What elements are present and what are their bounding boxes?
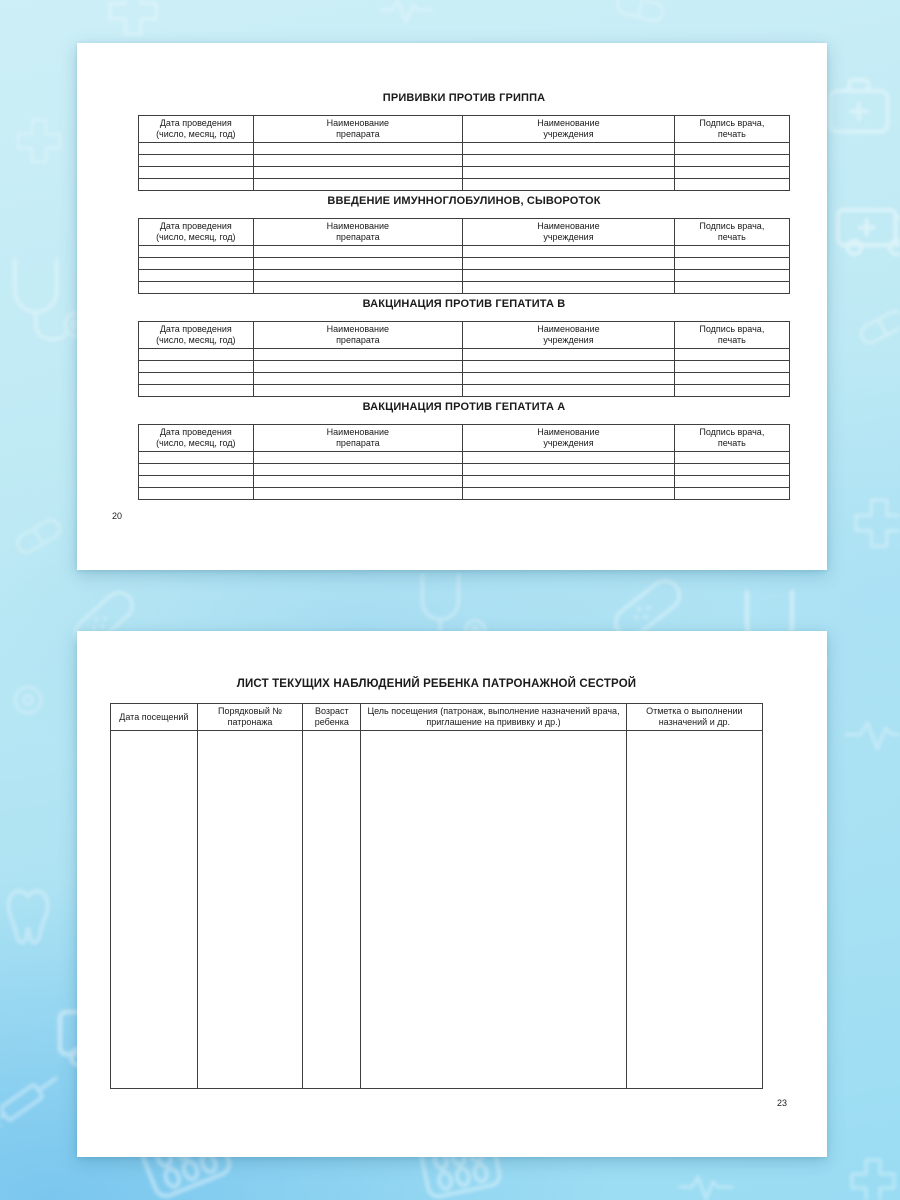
empty-row — [139, 155, 790, 167]
header-line: ребенка — [314, 717, 349, 727]
observation-table-wrap — [110, 703, 763, 1089]
empty-row — [139, 452, 790, 464]
empty-cell — [139, 143, 254, 155]
header-line: Подпись врача, — [699, 427, 765, 437]
header-line: Подпись врача, — [699, 118, 765, 128]
header-line: Наименование — [326, 118, 390, 128]
empty-cell — [463, 143, 675, 155]
header-line: учреждения — [543, 438, 594, 448]
empty-cell — [463, 464, 675, 476]
col-header-child-age — [303, 704, 361, 731]
header-line: Дата посещений — [119, 711, 189, 722]
empty-cell — [139, 476, 254, 488]
empty-cell — [463, 167, 675, 179]
col-header-doctor-signature — [674, 425, 789, 452]
empty-cell — [463, 452, 675, 464]
header-line: Наименование — [537, 221, 600, 231]
empty-row — [139, 246, 790, 258]
empty-cell — [674, 476, 789, 488]
col-header-visit-purpose — [361, 704, 626, 731]
empty-cell — [463, 361, 675, 373]
empty-row — [139, 258, 790, 270]
col-header-date — [139, 219, 254, 246]
empty-row — [139, 143, 790, 155]
col-header-drug-name — [253, 116, 463, 143]
empty-cell — [253, 361, 463, 373]
empty-cell — [674, 452, 789, 464]
empty-cell — [253, 167, 463, 179]
header-line: назначений и др. — [658, 717, 730, 727]
empty-cell — [139, 179, 254, 191]
header-line: (число, месяц, год) — [156, 232, 236, 242]
empty-cell — [253, 270, 463, 282]
col-header-institution — [463, 425, 675, 452]
header-line: Дата проведения — [159, 324, 232, 334]
empty-cell — [463, 258, 675, 270]
empty-cell — [674, 179, 789, 191]
empty-row — [139, 464, 790, 476]
empty-cell — [674, 464, 789, 476]
empty-cell — [253, 258, 463, 270]
empty-row — [139, 488, 790, 500]
header-line: препарата — [336, 129, 380, 139]
section-immunoglobulins — [138, 195, 790, 294]
empty-cell — [674, 361, 789, 373]
empty-cell — [674, 258, 789, 270]
empty-cell — [253, 476, 463, 488]
empty-cell — [253, 155, 463, 167]
empty-cell — [626, 731, 762, 1089]
empty-cell — [463, 349, 675, 361]
empty-cell — [139, 464, 254, 476]
header-line: приглашение на прививку и др.) — [426, 717, 561, 727]
col-header-drug-name — [253, 219, 463, 246]
header-line: патронажа — [227, 717, 273, 727]
empty-cell — [674, 373, 789, 385]
header-line: печать — [717, 335, 746, 345]
header-line: Дата проведения — [159, 427, 232, 437]
empty-cell — [139, 373, 254, 385]
col-header-institution — [463, 322, 675, 349]
empty-cell — [361, 731, 626, 1089]
header-line: Подпись врача, — [699, 324, 765, 334]
header-line: Порядковый № — [218, 706, 282, 716]
header-line: препарата — [336, 335, 380, 345]
empty-cell — [253, 464, 463, 476]
empty-cell — [463, 246, 675, 258]
empty-cell — [463, 373, 675, 385]
header-row — [139, 116, 790, 143]
empty-cell — [463, 385, 675, 397]
col-header-date — [139, 425, 254, 452]
section-title: ВАКЦИНАЦИЯ ПРОТИВ ГЕПАТИТА В — [362, 298, 566, 310]
empty-cell — [463, 476, 675, 488]
col-header-date — [139, 322, 254, 349]
header-line: (число, месяц, год) — [156, 335, 236, 345]
col-header-date — [139, 116, 254, 143]
header-line: Отметка о выполнении — [646, 706, 743, 716]
empty-row — [139, 167, 790, 179]
section-title: ПРИВИВКИ ПРОТИВ ГРИППА — [382, 92, 546, 104]
page-20 — [77, 43, 827, 570]
header-line: Наименование — [326, 324, 390, 334]
empty-cell — [674, 155, 789, 167]
col-header-doctor-signature — [674, 322, 789, 349]
empty-cell — [303, 731, 361, 1089]
col-header-visit-date — [111, 704, 198, 731]
empty-cell — [674, 282, 789, 294]
header-line: печать — [717, 232, 746, 242]
vaccination-table-hepatitis-b — [138, 321, 790, 397]
section-hepatitis-a — [138, 401, 790, 500]
empty-row — [139, 270, 790, 282]
empty-cell — [139, 488, 254, 500]
page-number: 20 — [112, 511, 123, 521]
empty-cell — [139, 246, 254, 258]
empty-row — [139, 349, 790, 361]
empty-cell — [139, 385, 254, 397]
col-header-drug-name — [253, 322, 463, 349]
empty-cell — [674, 246, 789, 258]
empty-cell — [139, 258, 254, 270]
col-header-completion-mark — [626, 704, 762, 731]
col-header-doctor-signature — [674, 219, 789, 246]
col-header-institution — [463, 219, 675, 246]
header-line: (число, месяц, год) — [156, 438, 236, 448]
empty-cell — [463, 270, 675, 282]
page-title: ЛИСТ ТЕКУЩИХ НАБЛЮДЕНИЙ РЕБЕНКА ПАТРОНАЖНОЙ СЕСТРОЙ — [236, 678, 637, 690]
section-title: ВАКЦИНАЦИЯ ПРОТИВ ГЕПАТИТА А — [362, 401, 566, 413]
header-line: Дата проведения — [159, 221, 232, 231]
empty-cell — [674, 385, 789, 397]
empty-cell — [253, 373, 463, 385]
header-line: учреждения — [543, 129, 594, 139]
header-line: Возраст — [314, 706, 349, 716]
page-number: 23 — [776, 1098, 787, 1108]
empty-cell — [139, 349, 254, 361]
section-hepatitis-b — [138, 298, 790, 397]
header-line: учреждения — [543, 335, 594, 345]
empty-cell — [253, 179, 463, 191]
vaccination-table-hepatitis-a — [138, 424, 790, 500]
header-line: препарата — [336, 232, 380, 242]
empty-row — [139, 476, 790, 488]
col-header-institution — [463, 116, 675, 143]
vaccination-table-flu — [138, 115, 790, 191]
col-header-doctor-signature — [674, 116, 789, 143]
empty-cell — [674, 349, 789, 361]
empty-row — [139, 385, 790, 397]
empty-cell — [253, 452, 463, 464]
empty-cell — [253, 282, 463, 294]
empty-cell — [139, 167, 254, 179]
empty-cell — [674, 488, 789, 500]
header-row — [139, 322, 790, 349]
vaccination-table-immunoglobulins — [138, 218, 790, 294]
header-line: Наименование — [326, 221, 390, 231]
col-header-drug-name — [253, 425, 463, 452]
header-line: Подпись врача, — [699, 221, 765, 231]
header-line: Наименование — [537, 118, 600, 128]
header-line: Дата проведения — [159, 118, 232, 128]
empty-cell — [674, 167, 789, 179]
empty-cell — [253, 385, 463, 397]
empty-row — [139, 373, 790, 385]
empty-cell — [463, 282, 675, 294]
observation-table — [110, 703, 763, 1089]
empty-cell — [674, 143, 789, 155]
empty-cell — [463, 179, 675, 191]
empty-cell — [111, 731, 198, 1089]
empty-cell — [139, 155, 254, 167]
section-title: ВВЕДЕНИЕ ИМУННОГЛОБУЛИНОВ, СЫВОРОТОК — [327, 195, 601, 207]
empty-row — [139, 179, 790, 191]
header-line: печать — [717, 129, 746, 139]
empty-cell — [253, 349, 463, 361]
header-line: печать — [717, 438, 746, 448]
empty-cell — [674, 270, 789, 282]
header-line: Цель посещения (патронаж, выполнение назначений врача, — [367, 706, 620, 716]
header-line: Наименование — [326, 427, 390, 437]
empty-row — [139, 282, 790, 294]
empty-cell — [139, 282, 254, 294]
empty-row — [111, 731, 763, 1089]
empty-cell — [253, 143, 463, 155]
empty-cell — [139, 361, 254, 373]
empty-cell — [139, 270, 254, 282]
header-row — [139, 219, 790, 246]
header-line: препарата — [336, 438, 380, 448]
col-header-patronage-number — [197, 704, 303, 731]
header-line: (число, месяц, год) — [156, 129, 236, 139]
empty-cell — [463, 488, 675, 500]
empty-cell — [139, 452, 254, 464]
header-row — [111, 704, 763, 731]
empty-cell — [197, 731, 303, 1089]
header-line: Наименование — [537, 427, 600, 437]
empty-cell — [463, 155, 675, 167]
header-line: учреждения — [543, 232, 594, 242]
empty-row — [139, 361, 790, 373]
page-23 — [77, 631, 827, 1157]
empty-cell — [253, 488, 463, 500]
header-row — [139, 425, 790, 452]
empty-cell — [253, 246, 463, 258]
section-flu-vaccinations — [138, 92, 790, 191]
header-line: Наименование — [537, 324, 600, 334]
